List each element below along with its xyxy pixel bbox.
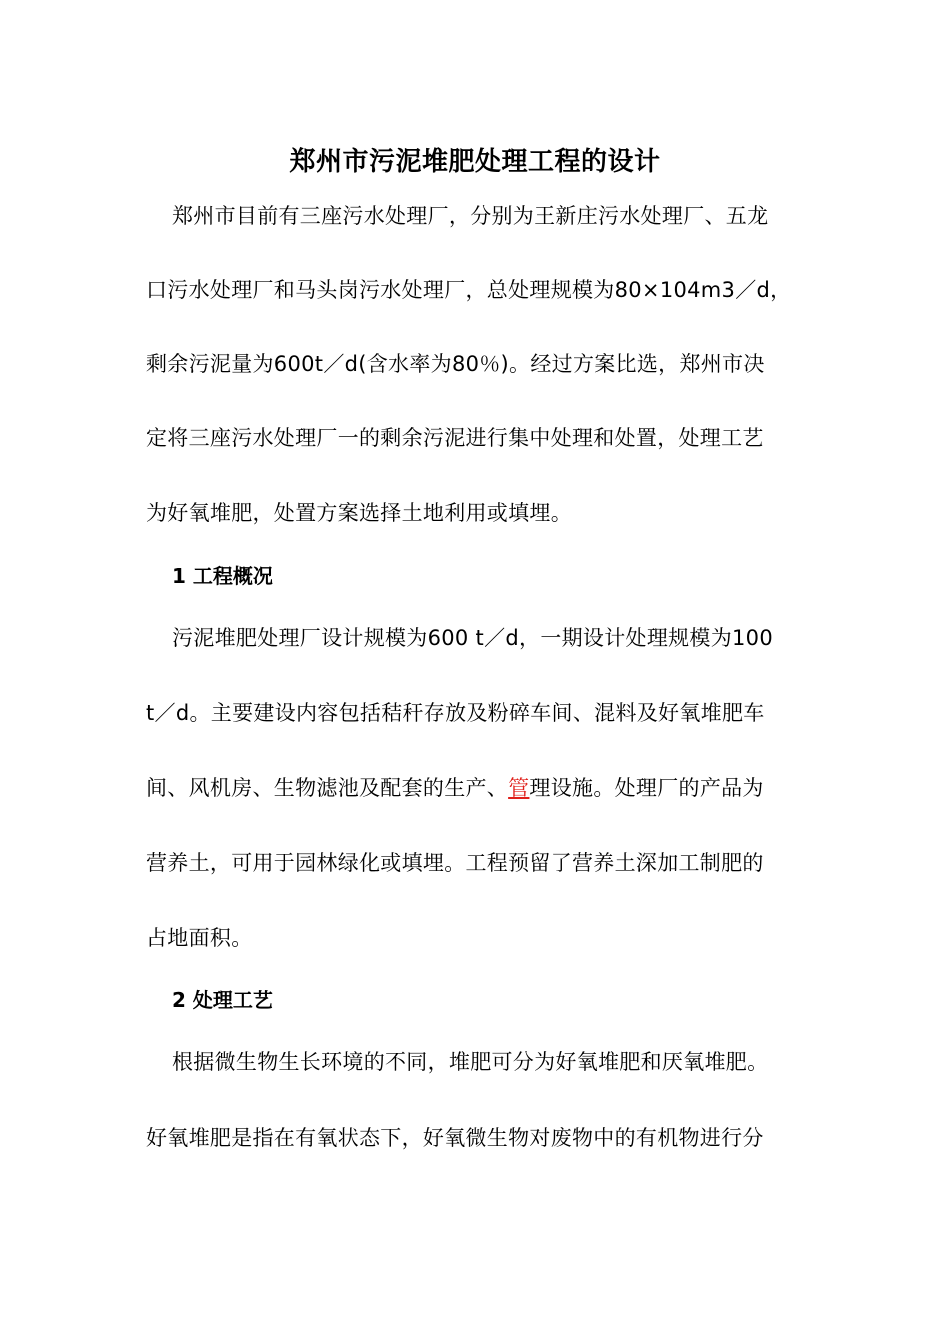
paragraph-text: 理设施。处理厂的产品为 bbox=[529, 776, 764, 800]
paragraph-line: 营养土，可用于园林绿化或填埋。工程预留了营养土深加工制肥的 bbox=[146, 851, 764, 875]
paragraph-line: 郑州市目前有三座污水处理厂，分别为王新庄污水处理厂、五龙 bbox=[172, 204, 769, 228]
paragraph-line: 根据微生物生长环境的不同，堆肥可分为好氧堆肥和厌氧堆肥。 bbox=[172, 1050, 769, 1074]
paragraph-line: 定将三座污水处理厂一的剩余污泥进行集中处理和处置，处理工艺 bbox=[146, 426, 764, 450]
paragraph-line: 污泥堆肥处理厂设计规模为600 t／d，一期设计处理规模为100 bbox=[172, 626, 774, 650]
document-title: 郑州市污泥堆肥处理工程的设计 bbox=[289, 147, 661, 177]
section-heading: 1 工程概况 bbox=[172, 564, 273, 588]
paragraph-line: 口污水处理厂和马头岗污水处理厂，总处理规模为80×104m3／d， bbox=[146, 278, 792, 302]
paragraph-text: 间、风机房、生物滤池及配套的生产、 bbox=[146, 776, 509, 800]
paragraph-line: 为好氧堆肥，处置方案选择土地利用或填埋。 bbox=[146, 501, 572, 525]
paragraph-line: 占地面积。 bbox=[146, 926, 253, 950]
paragraph-line: t／d。主要建设内容包括秸秆存放及粉碎车间、混料及好氧堆肥车 bbox=[146, 701, 765, 725]
paragraph-line: 剩余污泥量为600t／d(含水率为80％)。经过方案比选，郑州市决 bbox=[146, 352, 765, 376]
paragraph-line: 好氧堆肥是指在有氧状态下，好氧微生物对废物中的有机物进行分 bbox=[146, 1126, 764, 1150]
section-heading: 2 处理工艺 bbox=[172, 988, 273, 1012]
paragraph-line bbox=[146, 766, 826, 810]
hyperlink[interactable]: 管 bbox=[508, 776, 530, 800]
